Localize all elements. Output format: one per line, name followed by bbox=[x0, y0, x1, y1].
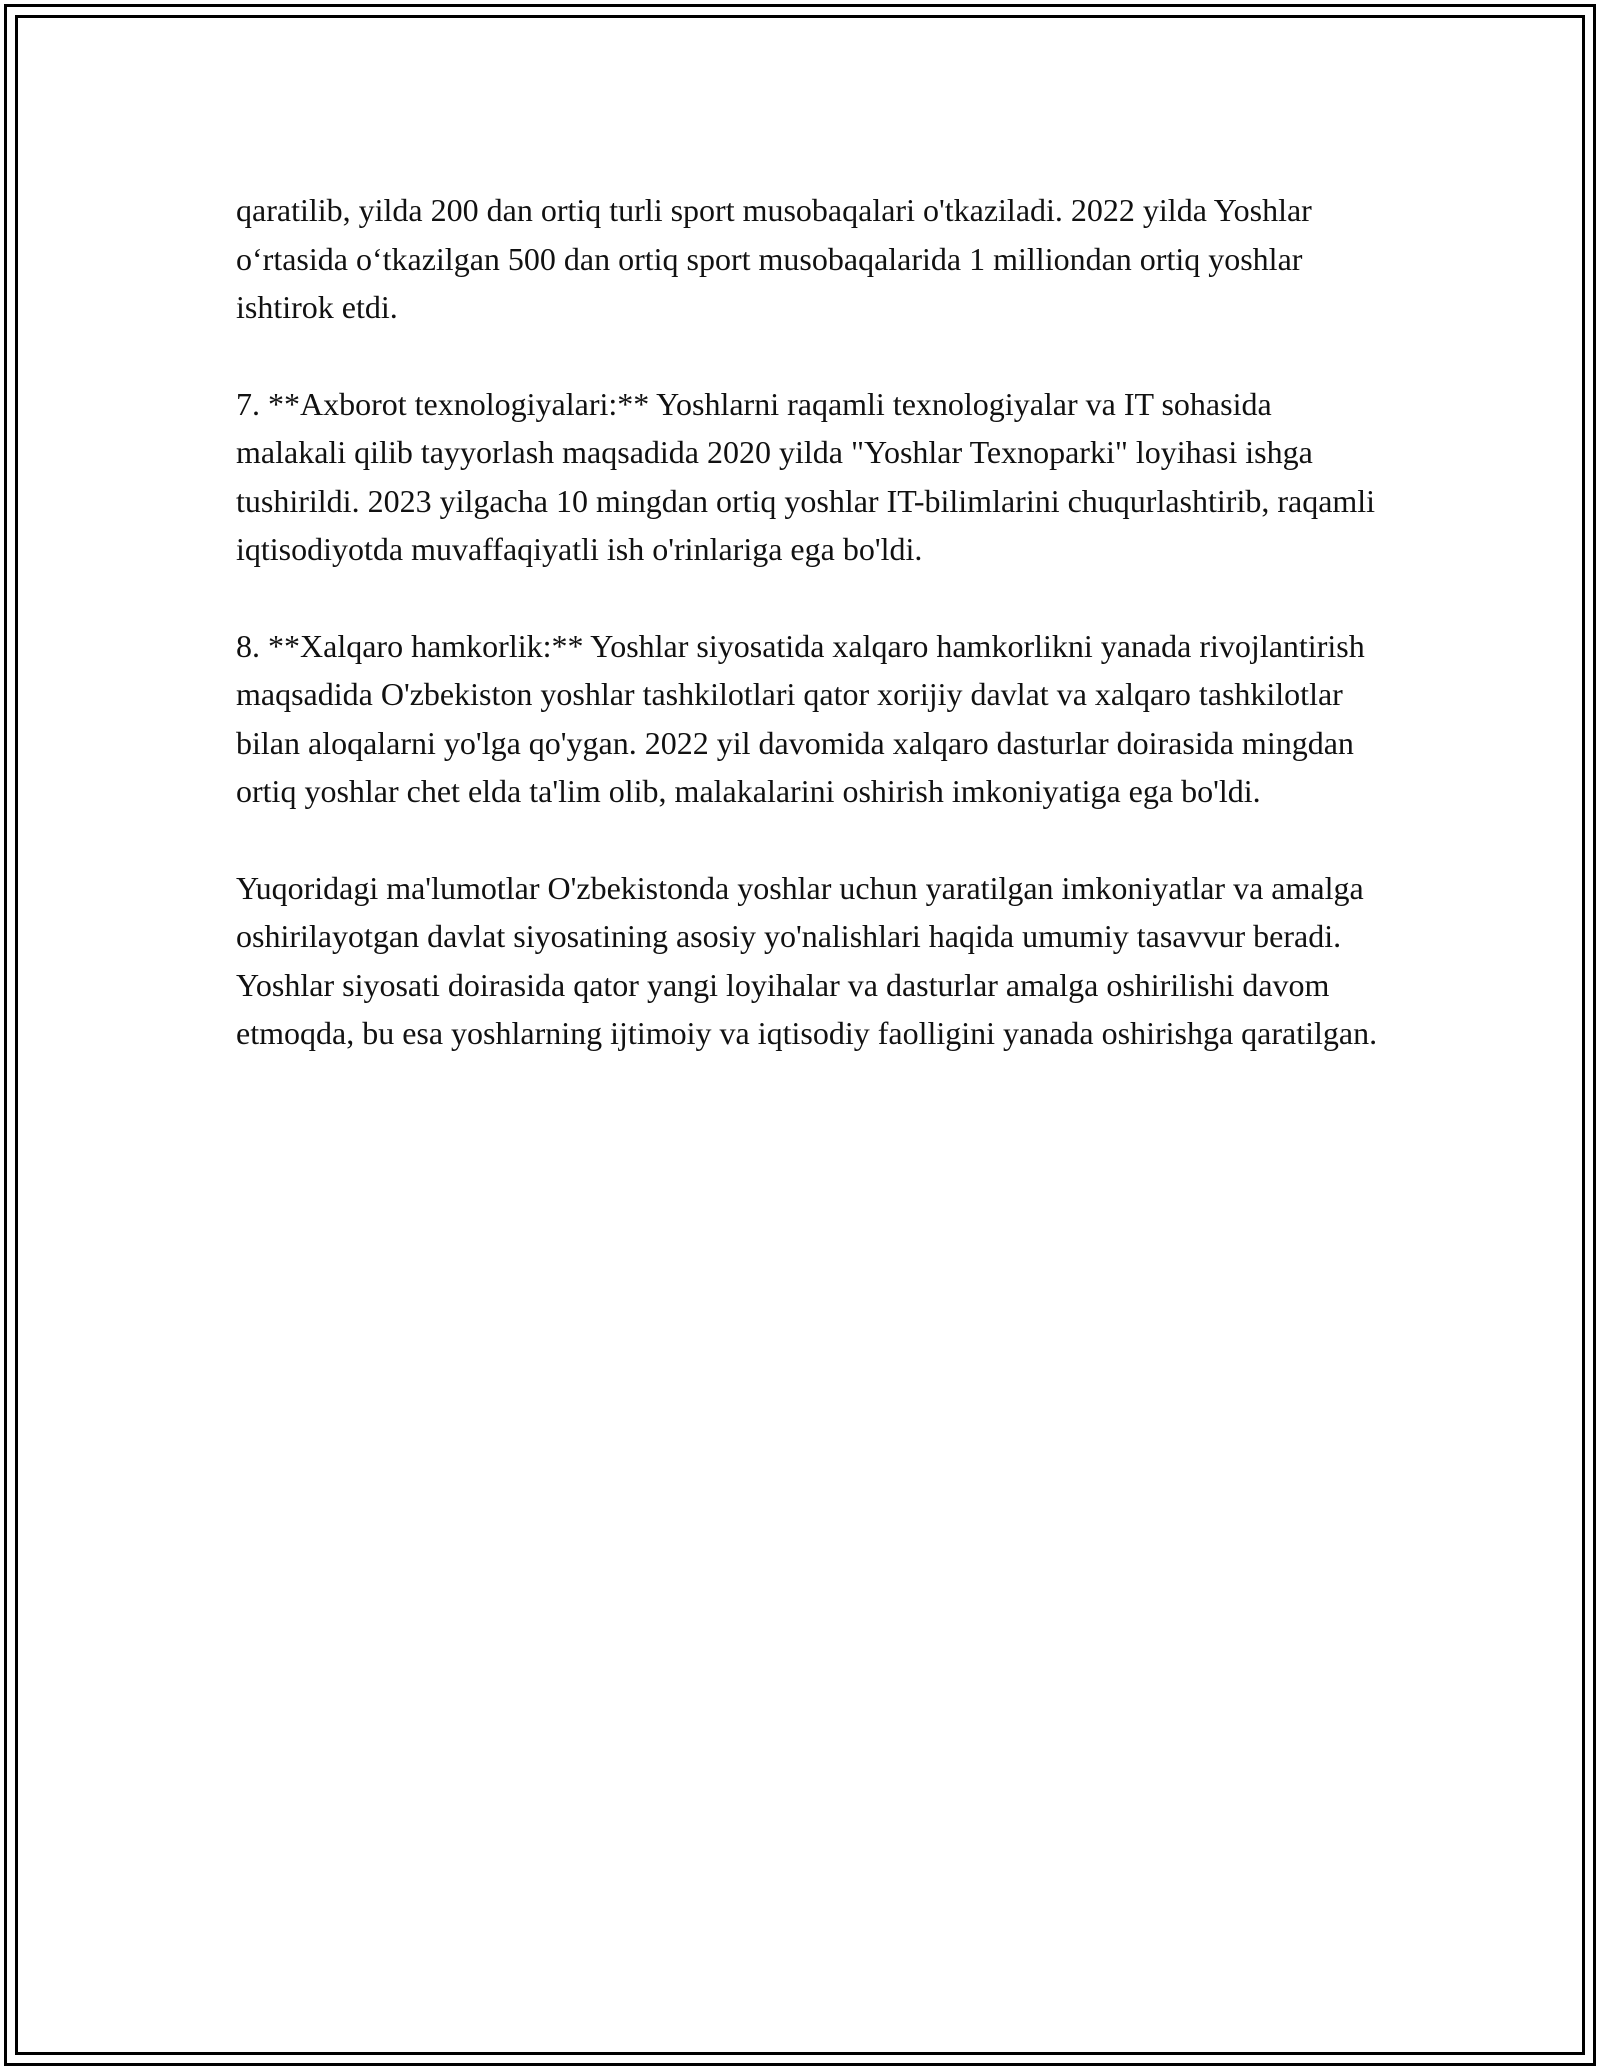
paragraph-sport-continuation: qaratilib, yilda 200 dan ortiq turli sport musobaqalari o'tkaziladi. 2022 yilda Yoshlar o‘rtasida o‘tkazilgan 500 dan ortiq sport musobaqalarida 1 milliondan ortiq yoshlar ishtirok etdi. bbox=[236, 192, 1312, 325]
paragraph-conclusion: Yuqoridagi ma'lumotlar O'zbekistonda yoshlar uchun yaratilgan imkoniyatlar va amalga oshirilayotgan davlat siyosatining asosiy yo'nalishlari haqida umumiy tasavvur beradi. Yoshlar siyosati doirasida qator yangi loyihalar va dasturlar amalga oshirilishi davom etmoqda, bu esa yoshlarning ijtimoiy va iqtisodiy faolligini yanada oshirishga qaratilgan. bbox=[236, 869, 1378, 1051]
paragraph-information-technology: 7. **Axborot texnologiyalari:** Yoshlarni raqamli texnologiyalar va IT sohasida malakali qilib tayyorlash maqsadida 2020 yilda "Yoshlar Texnoparki" loyihasi ishga tushirildi. 2023 yilgacha 10 mingdan ortiq yoshlar IT-bilimlarini chuqurlashtirib, raqamli iqtisodiyotda muvaffaqiyatli ish o'rinlariga ega bo'ldi. bbox=[236, 385, 1376, 567]
paragraph-international-cooperation: 8. **Xalqaro hamkorlik:** Yoshlar siyosatida xalqaro hamkorlikni yanada rivojlantirish maqsadida O'zbekiston yoshlar tashkilotlari qator xorijiy davlat va xalqaro tashkilotlar bilan aloqalarni yo'lga qo'ygan. 2022 yil davomida xalqaro dasturlar doirasida mingdan ortiq yoshlar chet elda ta'lim olib, malakalarini oshirish imkoniyatiga ega bo'ldi. bbox=[236, 627, 1365, 809]
document-body bbox=[236, 186, 1386, 1058]
